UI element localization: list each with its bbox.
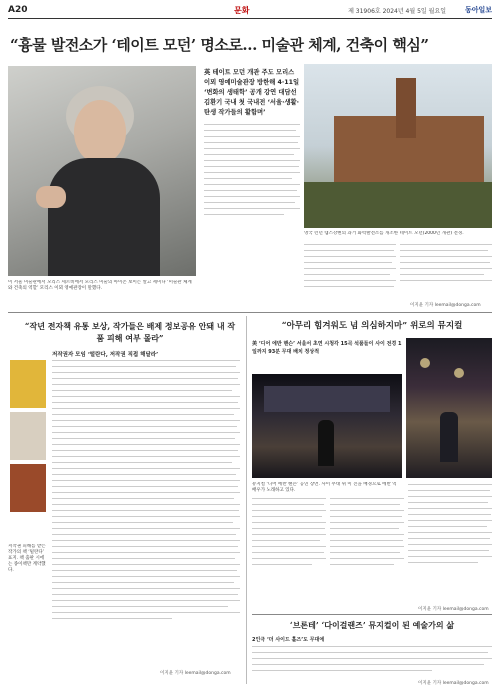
book-cover-1 bbox=[10, 360, 46, 408]
person-face bbox=[74, 100, 126, 164]
top-body-col3 bbox=[400, 244, 492, 304]
bottom-body bbox=[252, 646, 492, 676]
stage-light-1 bbox=[420, 358, 430, 368]
newspaper-logo: 동아일보 bbox=[464, 6, 492, 14]
book-cover-3 bbox=[10, 464, 46, 512]
left-body bbox=[52, 360, 240, 660]
left-subhead: 저작권자 모임 ‘털란다, 저작권 직접 해달라’ bbox=[52, 352, 159, 358]
book-covers bbox=[8, 360, 48, 540]
musical-photo-caption: 뮤지컬 ‘디어 에반 핸슨’ 공연 장면. 사이 무대 위 이 진을 배경으로 에반 역 배우가 노래하고 있다. bbox=[252, 482, 397, 493]
chimney-shape bbox=[396, 78, 416, 138]
section-divider bbox=[8, 312, 492, 313]
page-header bbox=[8, 4, 492, 19]
person-body bbox=[48, 158, 160, 276]
right-subhead: 美 ‘디어 에반 핸슨’ 서울서 초연 시청각 15곡 석품들이 사이 전경 1일까지 93분 무대 배치 정상적 bbox=[252, 341, 402, 355]
right-body-col1 bbox=[252, 498, 326, 608]
section-name: 문화 bbox=[234, 6, 250, 15]
building-photo bbox=[304, 64, 492, 228]
stage-screen bbox=[264, 386, 390, 412]
book-cover-2 bbox=[10, 412, 46, 460]
main-photo bbox=[8, 66, 196, 276]
top-body-col2 bbox=[304, 244, 396, 304]
top-lead: 英 테이트 모던 개관 주도 모리스 이뫼 영예미술관장 방한해 4·11일 ‘변화의 생태학’ 공개 강연 대담선 김환기 국내 첫 국내전 ‘서울·생활·탄생 작가들의 활함며’ bbox=[204, 69, 300, 116]
stage-performer bbox=[440, 412, 458, 462]
trees-shape bbox=[304, 182, 492, 228]
person-hand bbox=[36, 186, 66, 208]
left-headline: “작년 전자책 유통 보상, 작가들은 배제 정보공유 안돼 내 작품 피해 여부 몰라” bbox=[24, 321, 236, 343]
column-divider bbox=[246, 316, 247, 684]
stage-performer-2 bbox=[318, 420, 334, 466]
left-byline: 이지윤 기자 leemail@donga.com bbox=[160, 671, 231, 676]
main-photo-caption: 이 서울 미술관에서 모리스 세르비에서 모리스 미술의 아이콘 보이는 알고 세미나 ‘미술관 체계와 건축의 역할’ 모리스 이뫼 영예관장이 말했다. bbox=[8, 280, 192, 291]
main-headline: “흉물 발전소가 ‘테이트 모던’ 명소로… 미술관 체계, 건축이 핵심” bbox=[10, 36, 429, 54]
issue-meta: 제 31906호 2024년 4월 5일 월요일 bbox=[348, 8, 446, 15]
right-body-col2 bbox=[330, 498, 404, 608]
right-section-divider bbox=[252, 614, 492, 615]
right-body-col3 bbox=[408, 484, 492, 604]
top-byline: 이지윤 기자 leemail@donga.com bbox=[410, 303, 481, 308]
bottom-subhead: 2인극 ‘더 사이드 홀즈’도 무대에 bbox=[252, 637, 325, 643]
musical-photo-wide bbox=[252, 374, 402, 478]
right-byline: 이지윤 기자 leemail@donga.com bbox=[418, 607, 489, 612]
building-caption: 영국 런던 템스강변의 과거 화력발전소를 개조한 테이트 모던(2000년 개관) 전경. bbox=[304, 231, 464, 236]
top-body-col1 bbox=[204, 124, 300, 244]
bottom-byline: 이지윤 기자 leemail@donga.com bbox=[418, 681, 489, 686]
right-headline: “아무리 힘겨워도 넘 의심하지마” 위로의 뮤지컬 bbox=[281, 321, 463, 331]
page-number: A20 bbox=[8, 5, 28, 15]
musical-photo bbox=[406, 338, 492, 478]
bottom-headline: ‘브론테’ ‘다이걸랜즈’ 뮤지컬이 된 예술가의 삶 bbox=[289, 620, 455, 630]
cover-caption: 저작권 피해를 받은 작가의 책 ‘털란다’ 표지. 책 출판 시에는 종이책만 계약했다. bbox=[8, 544, 46, 573]
stage-light-2 bbox=[454, 368, 464, 378]
